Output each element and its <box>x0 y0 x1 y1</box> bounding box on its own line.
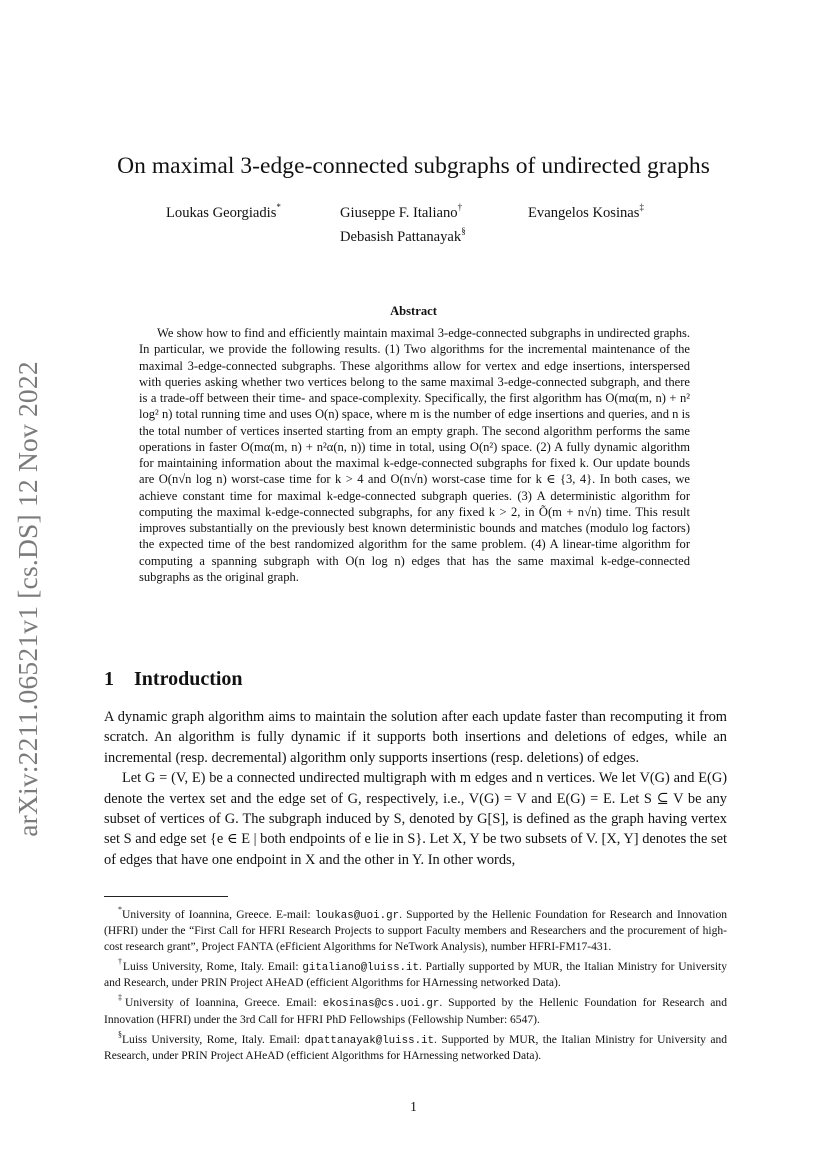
introduction-body <box>104 707 727 870</box>
paper-title: On maximal 3-edge-connected subgraphs of undirected graphs <box>117 153 710 179</box>
abstract-text: We show how to find and efficiently maintain maximal 3-edge-connected subgraphs in undirected graphs. In particular, we provide the following results. (1) Two algorithms for the incremental maintenance of the maximal 3-edge-connected subgraphs. These algorithms allow for vertex and edge insertions, interspersed with queries asking whether two vertices belong to the same maximal 3-edge-connected subgraph, and there is a trade-off between their time- and space-complexity. Specifically, the first algorithm has O(mα(m, n) + n² log² n) total running time and uses O(n) space, where m is the number of edge insertions and queries, and n is the total number of vertices inserted starting from an empty graph. The second algorithm performs the same operations in faster O(mα(m, n) + n²α(n, n)) time in total, using O(n²) space. (2) A fully dynamic algorithm for maintaining information about the maximal k-edge-connected subgraphs for fixed k. Our update bounds are O(n√n log n) worst-case time for k > 4 and O(n√n) worst-case time for k ∈ {3, 4}. In both cases, we achieve constant time for maximal k-edge-connected subgraph queries. (3) A deterministic algorithm for computing the maximal k-edge-connected subgraphs, for any fixed k > 2, in Õ(m + n√n) time. This result improves substantially on the previously best known deterministic bounds and matches (modulo log factors) the expected time of the best randomized algorithm for the same problem. (4) A linear-time algorithm for computing a spanning subgraph with O(n log n) edges that has the same maximal k-edge-connected subgraphs as the original graph. <box>139 326 690 584</box>
author-3 <box>528 202 644 222</box>
footnote-separator <box>104 896 228 897</box>
footnote-email: ekosinas@cs.uoi.gr <box>322 998 440 1011</box>
footnote-text: . Partially supported by MUR, the Italian Ministry for University and Research, under PRIN Project AHeAD (efficient Algorithms for HArnessing networked Data). <box>104 960 728 990</box>
author-1 <box>166 202 281 222</box>
footnote-4 <box>104 1028 727 1065</box>
section-number: 1 <box>104 668 114 690</box>
author-affiliation-mark: * <box>276 202 281 212</box>
page-number: 1 <box>410 1099 417 1114</box>
footnote-email: loukas@uoi.gr <box>314 909 400 922</box>
intro-paragraph-2: Let G = (V, E) be a connected undirected multigraph with m edges and n vertices. We let V(G) and E(G) denote the vertex set and the edge set of G, respectively, i.e., V(G) = V and E(G) = E. Let S ⊆ V be any subset of vertices of G. The subgraph induced by S, denoted by G[S], is defined as the graph having vertex set S and edge set {e ∈ E | both endpoints of e lie in S}. Let X, Y be two subsets of V. [X, Y] denotes the set of edges that have one endpoint in X and the other in Y. In other words, <box>104 770 727 868</box>
author-affiliation-mark: § <box>461 226 466 236</box>
abstract-body <box>139 325 690 585</box>
author-name: Debasish Pattanayak <box>340 229 462 245</box>
footnote-email: gitaliano@luiss.it <box>302 961 419 974</box>
footnote-text: Luiss University, Rome, Italy. Email: <box>122 960 303 973</box>
author-name: Giuseppe F. Italiano <box>340 205 458 221</box>
footnote-1 <box>104 903 727 955</box>
author-4 <box>340 226 466 246</box>
footnote-2 <box>104 955 727 992</box>
arxiv-identifier-text: arXiv:2211.06521v1 [cs.DS] 12 Nov 2022 <box>12 361 43 837</box>
author-name: Evangelos Kosinas <box>528 205 640 221</box>
author-name: Loukas Georgiadis <box>166 205 277 221</box>
footnote-text: . Supported by the Hellenic Foundation for Research and Innovation (HFRI) under the “First Call for HFRI Research Projects to support Faculty members and Researchers and the procurement of high-cost research grant”, Project FANTA (eFficient Algorithms for NeTwork Analysis), number HFRI-FM17-431. <box>104 908 727 953</box>
footnote-text: University of Ioannina, Greece. Email: <box>125 997 323 1010</box>
author-2 <box>340 202 463 222</box>
section-title: Introduction <box>134 668 243 690</box>
author-affiliation-mark: † <box>457 202 463 212</box>
author-affiliation-mark: ‡ <box>639 202 644 212</box>
arxiv-identifier-stamp <box>0 352 56 846</box>
footnote-mark: ‡ <box>118 993 126 1003</box>
abstract-heading: Abstract <box>390 304 437 318</box>
footnote-mark: † <box>118 956 123 966</box>
footnote-mark: * <box>118 905 122 914</box>
footnote-3 <box>104 991 727 1028</box>
footnote-text: University of Ioannina, Greece. E-mail: <box>122 908 315 921</box>
footnote-text: . Supported by MUR, the Italian Ministry for University and Research, under PRIN Project AHeAD (efficient Algorithms for HArnessing networked Data). <box>104 1033 727 1063</box>
footnote-mark: § <box>118 1029 122 1039</box>
footnote-text: . Supported by the Hellenic Foundation for Research and Innovation (HFRI) under the 3rd Call for HFRI PhD Fellowships (Fellowship Number: 6547). <box>104 997 727 1026</box>
section-heading-introduction <box>104 668 243 691</box>
footnote-text: Luiss University, Rome, Italy. Email: <box>122 1033 305 1046</box>
footnote-email: dpattanayak@luiss.it <box>304 1034 435 1047</box>
footnotes <box>104 903 727 1064</box>
intro-paragraph-1: A dynamic graph algorithm aims to maintain the solution after each update faster than recomputing it from scratch. An algorithm is fully dynamic if it supports both insertions and deletions of edges, while an incremental (resp. decremental) algorithm only supports insertions (resp. deletions) of edges. <box>104 709 727 766</box>
